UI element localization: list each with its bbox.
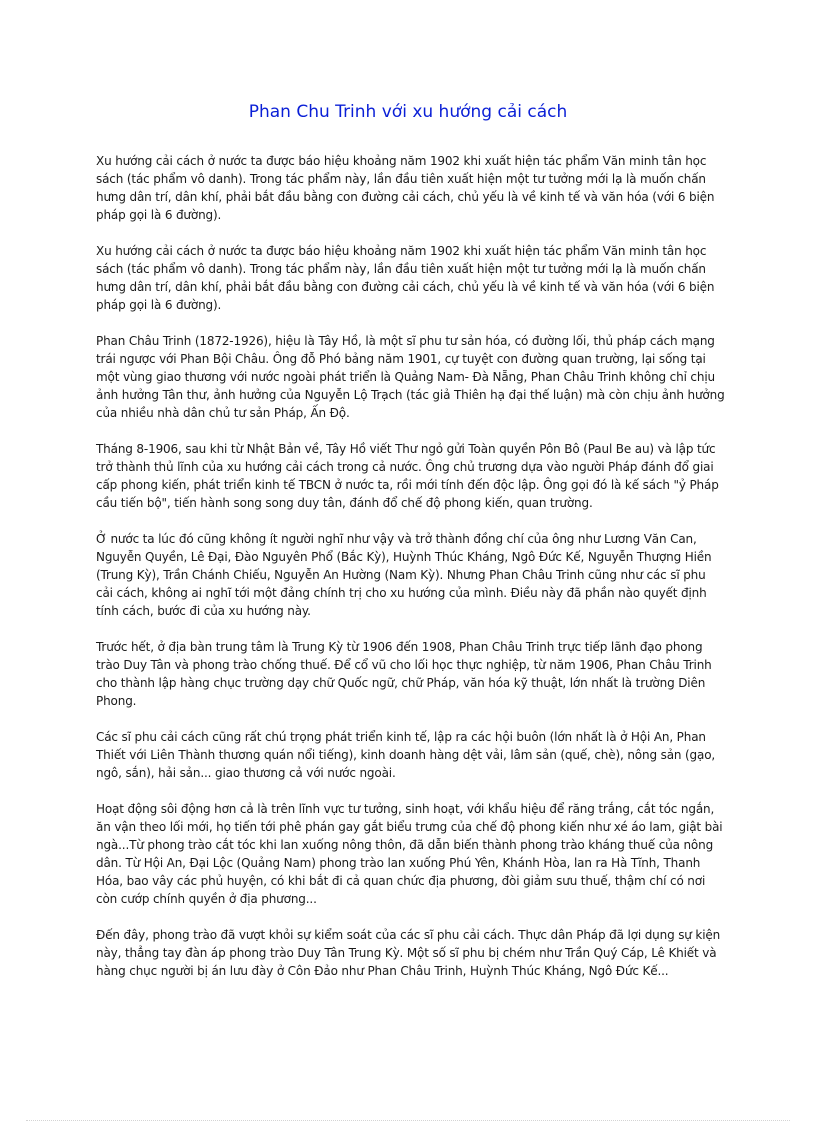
document-title: Phan Chu Trinh với xu hướng cải cách: [248, 102, 568, 122]
paragraph: Ở nước ta lúc đó cũng không ít người nghĩ như vậy và trở thành đồng chí của ông như Lương Văn Can, Nguyễn Quyền, Lê Đại, Đào Nguyên Phổ (Bắc Kỳ), Huỳnh Thúc Kháng, Ngô Đức Kế, Nguyễn Thượng Hiền (Trung Kỳ), Trần Chánh Chiếu, Nguyễn An Hường (Nam Kỳ). Nhưng Phan Châu Trinh cũng như các sĩ phu cải cách, không ai nghĩ tới một đảng chính trị cho xu hướng của mình. Điều này đã phần nào quyết định tính cách, bước đi của xu hướng này.: [96, 532, 712, 618]
paragraph: Đến đây, phong trào đã vượt khỏi sự kiểm soát của các sĩ phu cải cách. Thực dân Pháp đã lợi dụng sự kiện này, thẳng tay đàn áp phong trào Duy Tân Trung Kỳ. Một số sĩ phu bị chém như Trần Quý Cáp, Lê Khiết và hàng chục người bị án lưu đày ở Côn Đảo như Phan Châu Trinh, Huỳnh Thúc Kháng, Ngô Đức Kế...: [96, 928, 721, 978]
paragraph: Phan Châu Trinh (1872-1926), hiệu là Tây Hồ, là một sĩ phu tư sản hóa, có đường lối, thủ pháp cách mạng trái ngược với Phan Bội Châu. Ông đỗ Phó bảng năm 1901, cự tuyệt con đường quan trường, lại sống tại một vùng giao thương với nước ngoài phát triển là Quảng Nam- Đà Nẵng, Phan Châu Trinh không chỉ chịu ảnh hưởng Tân thư, ảnh hưởng của Nguyễn Lộ Trạch (tác giả Thiên hạ đại thế luận) mà còn chịu ảnh hưởng của nhiều nhà dân chủ tư sản Pháp, Ấn Độ.: [96, 334, 725, 420]
paragraph: Hoạt động sôi động hơn cả là trên lĩnh vực tư tưởng, sinh hoạt, với khẩu hiệu để răng trắng, cắt tóc ngắn, ăn vận theo lối mới, họ tiến tới phê phán gay gắt biểu trưng của chế độ phong kiến như xé áo lam, giật bài ngà...Từ phong trào cắt tóc khi lan xuống nông thôn, đã dẫn biến thành phong trào kháng thuế của nông dân. Từ Hội An, Đại Lộc (Quảng Nam) phong trào lan xuống Phú Yên, Khánh Hòa, lan ra Hà Tĩnh, Thanh Hóa, bao vây các phủ huyện, có khi bắt đi cả quan chức địa phương, đòi giảm sưu thuế, thậm chí có nơi còn cướp chính quyền ở địa phương...: [96, 802, 723, 906]
paragraph: Trước hết, ở địa bàn trung tâm là Trung Kỳ từ 1906 đến 1908, Phan Châu Trinh trực tiếp lãnh đạo phong trào Duy Tân và phong trào chống thuế. Để cổ vũ cho lối học thực nghiệp, từ năm 1906, Phan Châu Trinh cho thành lập hàng chục trường dạy chữ Quốc ngữ, chữ Pháp, văn hóa kỹ thuật, lớn nhất là trường Diên Phong.: [96, 640, 712, 708]
paragraph: Xu hướng cải cách ở nước ta được báo hiệu khoảng năm 1902 khi xuất hiện tác phẩm Văn minh tân học sách (tác phẩm vô danh). Trong tác phẩm này, lần đầu tiên xuất hiện một tư tưởng mới lạ là muốn chấn hưng dân trí, dân khí, phải bắt đầu bằng con đường cải cách, chủ yếu là về kinh tế và văn hóa (với 6 biện pháp gọi là 6 đường).: [96, 154, 715, 222]
document-body: [96, 152, 726, 998]
paragraph: Xu hướng cải cách ở nước ta được báo hiệu khoảng năm 1902 khi xuất hiện tác phẩm Văn minh tân học sách (tác phẩm vô danh). Trong tác phẩm này, lần đầu tiên xuất hiện một tư tưởng mới lạ là muốn chấn hưng dân trí, dân khí, phải bắt đầu bằng con đường cải cách, chủ yếu là về kinh tế và văn hóa (với 6 biện pháp gọi là 6 đường).: [96, 244, 715, 312]
paragraph: Tháng 8-1906, sau khi từ Nhật Bản về, Tây Hồ viết Thư ngỏ gửi Toàn quyền Pôn Bô (Paul Be au) và lập tức trở thành thủ lĩnh của xu hướng cải cách trong cả nước. Ông chủ trương dựa vào người Pháp đánh đổ giai cấp phong kiến, phát triển kinh tế TBCN ở nước ta, rồi mới tính đến độc lập. Ông gọi đó là kế sách "ỷ Pháp cầu tiến bộ", tiến hành song song duy tân, đánh đổ chế độ phong kiến, quan trường.: [96, 442, 719, 510]
paragraph: Các sĩ phu cải cách cũng rất chú trọng phát triển kinh tế, lập ra các hội buôn (lớn nhất là ở Hội An, Phan Thiết với Liên Thành thương quán nổi tiếng), kinh doanh hàng dệt vải, lâm sản (quế, chè), nông sản (gạo, ngô, sắn), hải sản... giao thương cả với nước ngoài.: [96, 730, 716, 780]
page-bottom-divider: [26, 1120, 790, 1121]
